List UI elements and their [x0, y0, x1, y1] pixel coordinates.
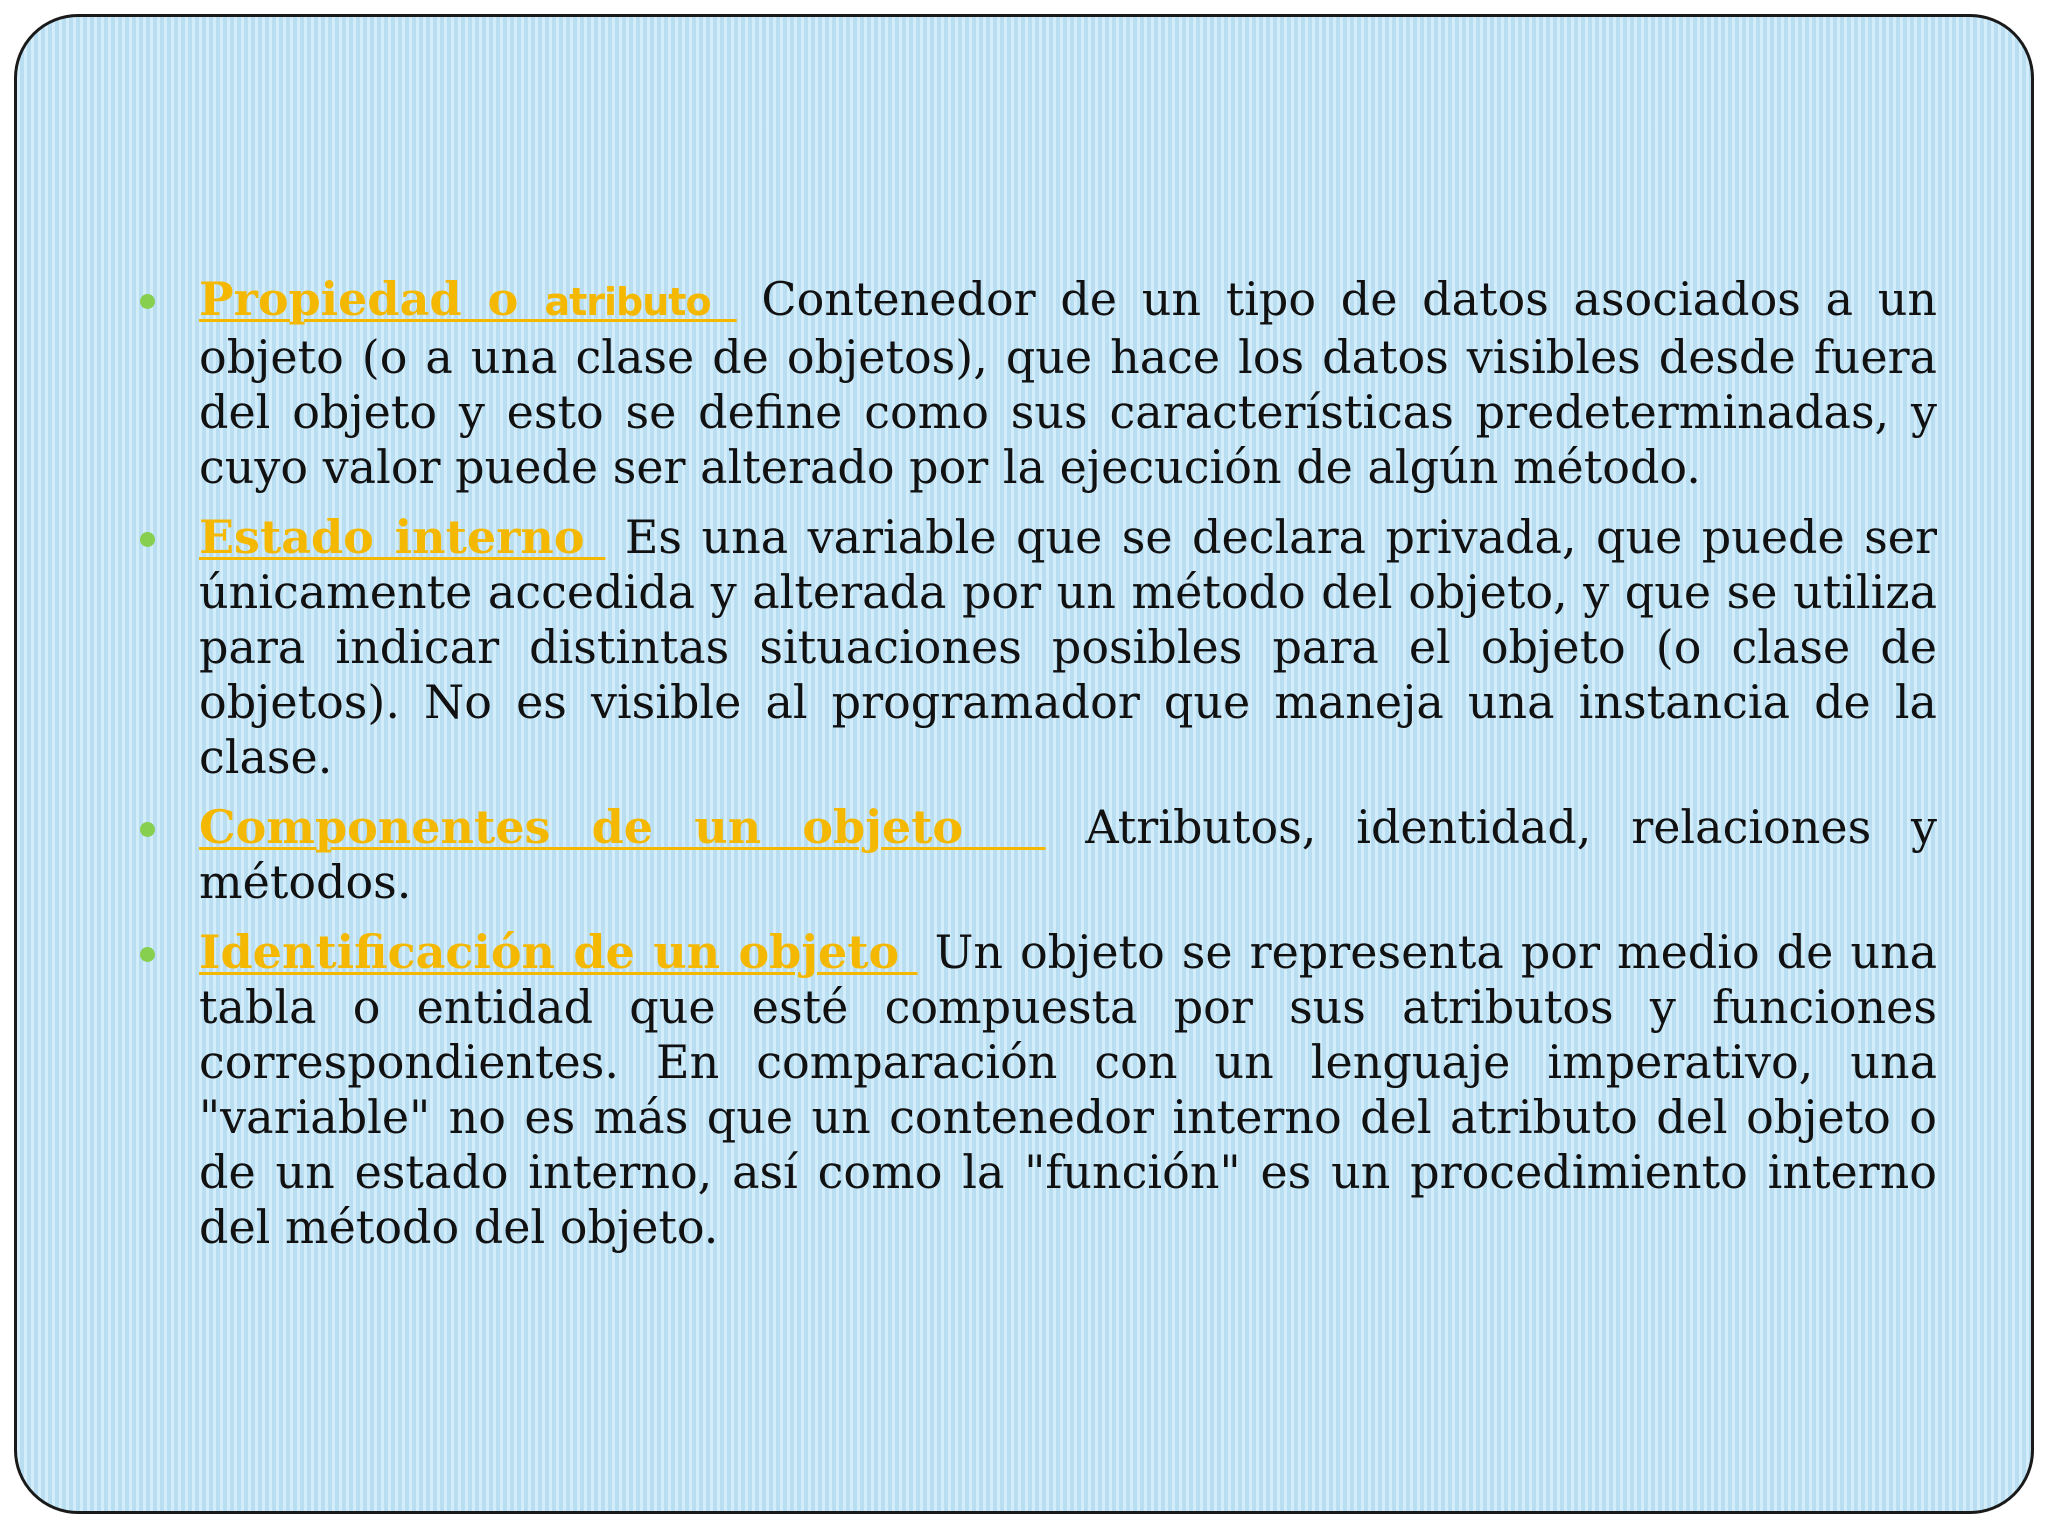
- slide: [14, 14, 2034, 1514]
- term-propiedad: Propiedad o atributo: [199, 272, 711, 326]
- list-item-propiedad: [137, 272, 1937, 495]
- bullet-icon: [140, 822, 155, 837]
- term-componentes: Componentes de un objeto: [199, 800, 964, 854]
- list-item-componentes: [137, 800, 1937, 910]
- bullet-icon: [140, 947, 155, 962]
- definition-estado-interno: Es una variable que se declara privada, que puede ser únicamente accedida y alterada por un método del objeto, y que se utiliza para indicar distintas situaciones posibles para el objeto (o clase de objetos). No es visible al programador que maneja una instancia de la clase.: [199, 510, 1937, 784]
- term-estado-interno: Estado interno: [199, 510, 585, 564]
- list-item-estado-interno: [137, 510, 1937, 785]
- definition-propiedad: Contenedor de un tipo de datos asociados a un objeto (o a una clase de objetos), que hace los datos visibles desde fuera del objeto y esto se define como sus características predeterminadas, y cuyo valor puede ser alterado por la ejecución de algún método.: [199, 272, 1938, 494]
- definition-identificacion: Un objeto se representa por medio de una tabla o entidad que esté compuesta por sus atributos y funciones correspondientes. En comparación con un lenguaje imperativo, una "variable" no es más que un contenedor interno del atributo del objeto o de un estado interno, así como la "función" es un procedimiento interno del método del objeto.: [199, 925, 1937, 1254]
- term-propiedad-extra: atributo: [544, 280, 711, 324]
- list-item-identificacion: [137, 925, 1937, 1255]
- bullet-icon: [140, 532, 155, 547]
- term-identificacion: Identificación de un objeto: [199, 925, 900, 979]
- bullet-icon: [140, 294, 155, 309]
- definition-componentes: Atributos, identidad, relaciones y métodos.: [199, 800, 1938, 909]
- bullet-list: [137, 272, 1937, 1270]
